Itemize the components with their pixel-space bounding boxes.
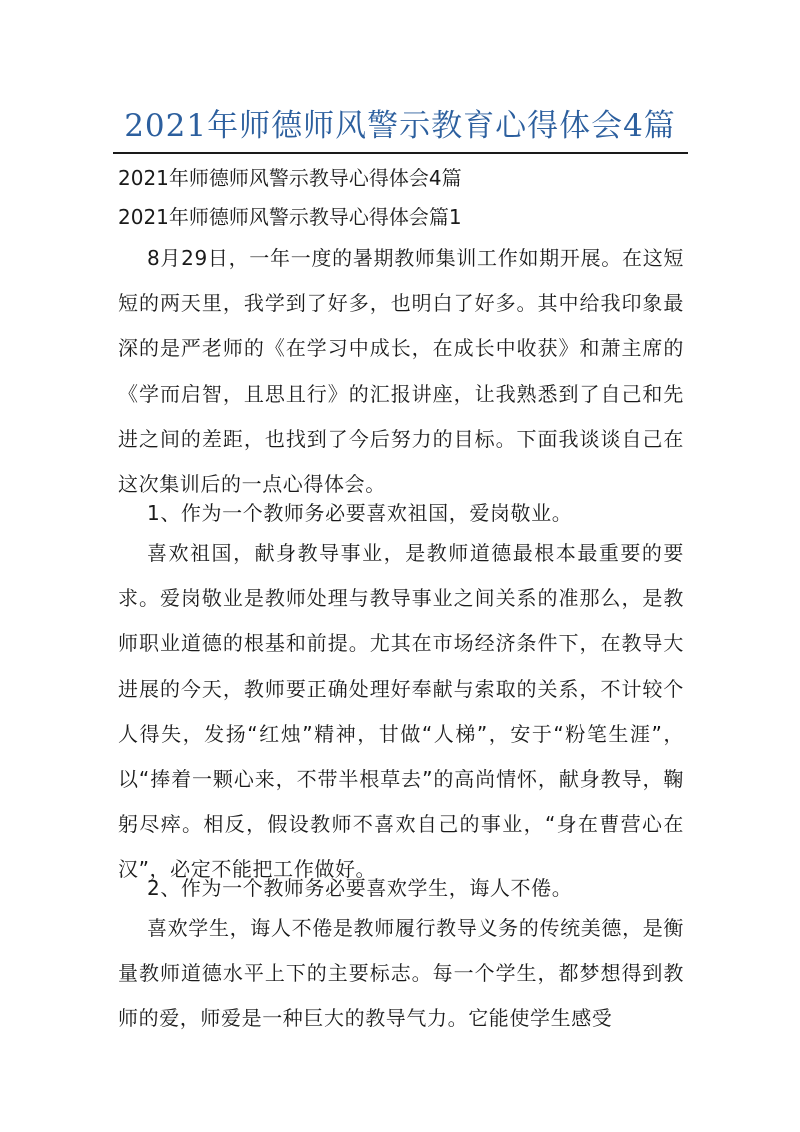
paragraph-point-2: 2、作为一个教师务必要喜欢学生，诲人不倦。 <box>147 876 573 900</box>
paragraph-point-1: 1、作为一个教师务必要喜欢祖国，爱岗敬业。 <box>147 501 573 525</box>
paragraph-intro: 8月29日，一年一度的暑期教师集训工作如期开展。在这短短的两天里，我学到了好多，也明白了好多。其中给我印象最深的是严老师的《在学习中成长，在成长中收获》和萧主席的《学而启智，且思且行》的汇报讲座，让我熟悉到了自己和先进之间的差距，也找到了今后努力的目标。下面我谈谈自己在这次集训后的一点心得体会。 <box>118 246 684 497</box>
subtitle-line-1: 2021年师德师风警示教导心得体会4篇 <box>118 166 462 190</box>
paragraph-point-1-body: 喜欢祖国，献身教导事业，是教师道德最根本最重要的要求。爱岗敬业是教师处理与教导事业之间关系的准那么，是教师职业道德的根基和前提。尤其在市场经济条件下，在教导大进展的今天，教师要正确处理好奉献与索取的关系，不计较个人得失，发扬“红烛”精神，甘做“人梯”，安于“粉笔生涯”，以“捧着一颗心来，不带半根草去”的高尚情怀，献身教导，鞠躬尽瘁。相反，假设教师不喜欢自己的事业，“身在曹营心在汉”，必定不能把工作做好。 <box>118 541 684 882</box>
subtitle-line-2: 2021年师德师风警示教导心得体会篇1 <box>118 205 462 229</box>
document-title: 2021年师德师风警示教育心得体会4篇 <box>124 108 676 144</box>
paragraph-point-2-body: 喜欢学生，诲人不倦是教师履行教导义务的传统美德，是衡量教师道德水平上下的主要标志。每一个学生，都梦想得到教师的爱，师爱是一种巨大的教导气力。它能使学生感受 <box>118 916 684 1031</box>
title-underline <box>113 152 688 154</box>
